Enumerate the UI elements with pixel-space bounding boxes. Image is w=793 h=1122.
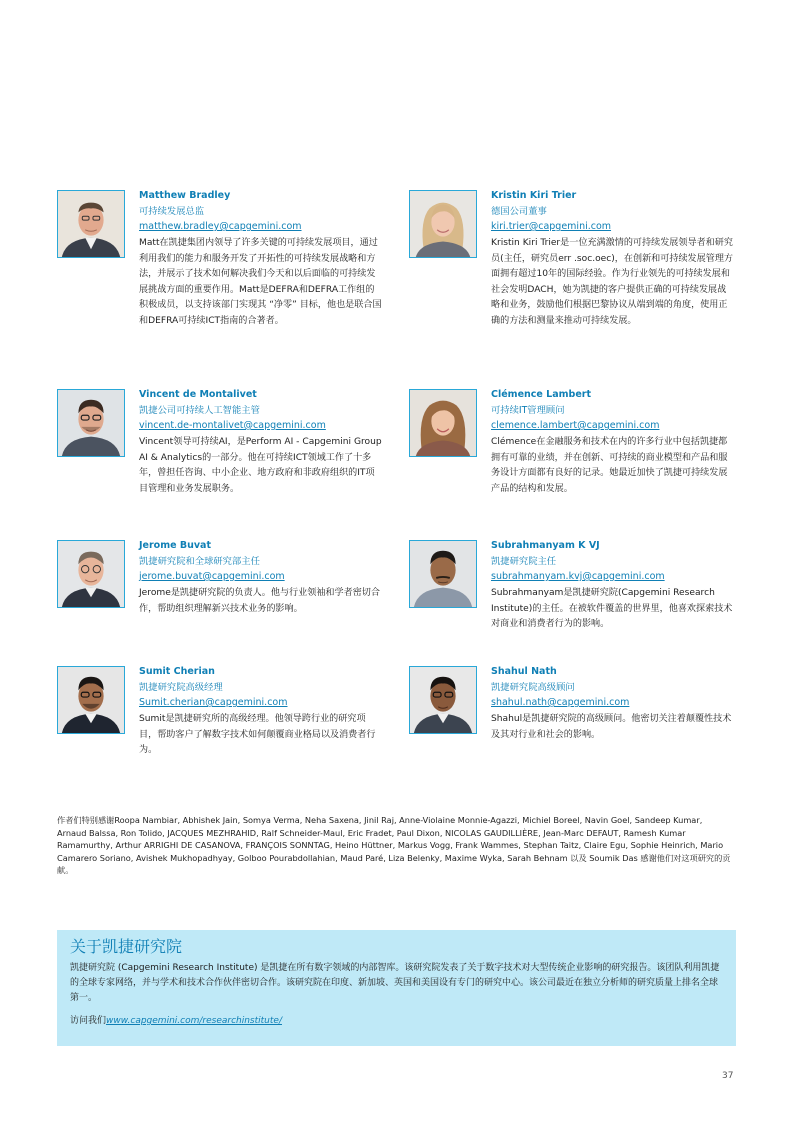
- person-photo-icon: [58, 541, 124, 607]
- person-name: Jerome Buvat: [139, 540, 211, 551]
- person-photo-icon: [410, 191, 476, 257]
- person-role: 可持续IT管理顾问: [491, 405, 565, 416]
- research-institute-link[interactable]: www.capgemini.com/researchinstitute/: [106, 1016, 282, 1026]
- person-email-link[interactable]: jerome.buvat@capgemini.com: [139, 571, 285, 582]
- person-bio: Subrahmanyam是凯捷研究院(Capgemini Research Institute)的主任。在被软件覆盖的世界里，他喜欢探索技术对商业和消费者行为的影响。: [491, 588, 733, 630]
- person-name: Shahul Nath: [491, 666, 557, 677]
- person-name: Sumit Cherian: [139, 666, 215, 677]
- person-email-link[interactable]: subrahmanyam.kvj@capgemini.com: [491, 571, 665, 582]
- acknowledgements-text: 作者们特别感谢Roopa Nambiar, Abhishek Jain, Somya Verma, Neha Saxena, Jinil Raj, Anne-Violaine Monnie-Agazzi, Michiel Boreel, Navin Goel, Sandeep Kumar, Arnaud Balssa, Ron Tolido, JACQUES MEZHRAHID, Ralf Schneider-Maul, Eric Fradet, Paul Dixon, NICOLAS GAUDILLIÈRE, Jean-Marc DEFAUT, Ramesh Kumar Ramamurthy, Arthur ARRIGHI DE CASANOVA, FRANÇOIS SONNTAG, Heino Hüttner, Markus Vogg, Frank Wammes, Stephan Taitz, Claire Egu, Sophie Heinrich, Mario Camarero Soriano, Avishek Mukhopadhyay, Golboo Pourabdollahian, Maud Paré, Liza Belenky, Maxime Wyka, Sarah Behnam 以及 Soumik Das 感谢他们对这项研究的贡献。: [57, 815, 731, 876]
- person-name: Matthew Bradley: [139, 190, 231, 201]
- person-email-link[interactable]: kiri.trier@capgemini.com: [491, 221, 612, 232]
- person-bio: Jerome是凯捷研究院的负责人。他与行业领袖和学者密切合作，帮助组织理解新兴技术业务的影响。: [139, 588, 380, 614]
- person-bio: Clémence在金融服务和技术在内的许多行业中包括凯捷都拥有可靠的业绩，并在创新、可持续的商业模型和产品和服务设计方面都有良好的记录。她最近加快了凯捷可持续发展产品的结构和发展。: [491, 437, 728, 494]
- person-bio: Sumit是凯捷研究所的高级经理。他领导跨行业的研究项目，帮助客户了解数字技术如何颠覆商业格局以及消费者行为。: [139, 714, 376, 756]
- person-role: 凯捷研究院高级经理: [139, 682, 223, 693]
- about-title: 关于凯捷研究院: [70, 937, 183, 956]
- person-photo-icon: [58, 390, 124, 456]
- visit-prefix: 访问我们: [70, 1016, 107, 1026]
- page-number: 37: [722, 1071, 734, 1081]
- person-bio: Matt在凯捷集团内领导了许多关键的可持续发展项目，通过利用我们的能力和服务开发了开拓性的可持续发展战略和方法，并展示了技术如何解决我们今天和以后面临的可持续发展挑战方面的重要作用。Matt是DEFRA和DEFRA工作组的积极成员，以支持该部门实现其 “净零” 目标，他也是联合国和DEFRA可持续ICT指南的合著者。: [139, 238, 382, 326]
- person-role: 德国公司董事: [491, 206, 547, 217]
- profile-photo: [57, 389, 125, 457]
- about-description: 凯捷研究院 (Capgemini Research Institute) 是凯捷在所有数字领域的内部智库。该研究院发表了关于数字技术对大型传统企业影响的研究报告。该团队利用凯捷的全球专家网络，并与学术和技术合作伙伴密切合作。该研究院在印度、新加坡、英国和美国设有专门的研究中心。该公司最近在独立分析师的研究质量上排名全球第一。: [70, 963, 720, 1003]
- profile-photo: [57, 190, 125, 258]
- person-email-link[interactable]: matthew.bradley@capgemini.com: [139, 221, 302, 232]
- person-email-link[interactable]: clemence.lambert@capgemini.com: [491, 420, 660, 431]
- person-photo-icon: [58, 191, 124, 257]
- profile-photo: [409, 389, 477, 457]
- person-photo-icon: [410, 667, 476, 733]
- profile-photo: [57, 540, 125, 608]
- person-email-link[interactable]: shahul.nath@capgemini.com: [491, 697, 630, 708]
- about-research-institute-box: [57, 930, 736, 1046]
- person-name: Vincent de Montalivet: [139, 389, 257, 400]
- person-name: Subrahmanyam K VJ: [491, 540, 600, 551]
- person-role: 凯捷研究院高级顾问: [491, 682, 575, 693]
- person-photo-icon: [410, 390, 476, 456]
- person-role: 凯捷研究院主任: [491, 556, 557, 567]
- person-role: 凯捷公司可持续人工智能主管: [139, 405, 260, 416]
- profile-photo: [409, 540, 477, 608]
- person-bio: Kristin Kiri Trier是一位充满激情的可持续发展领导者和研究员(主任，研究员err .soc.oec)，在创新和可持续发展管理方面拥有超过10年的国际经验。作为行业领先的可持续发展和社会发明DACH，她为凯捷的客户提供正确的可持续发展战略和业务，鼓励他们根据巴黎协议从端到端的角度，使用正确的方法和测量来推动可持续发展。: [491, 238, 734, 326]
- person-role: 可持续发展总监: [139, 206, 205, 217]
- person-bio: Shahul是凯捷研究院的高级顾问。他密切关注着颠覆性技术及其对行业和社会的影响。: [491, 714, 732, 740]
- person-name: Clémence Lambert: [491, 389, 591, 400]
- profile-photo: [409, 666, 477, 734]
- person-email-link[interactable]: vincent.de-montalivet@capgemini.com: [139, 420, 326, 431]
- person-name: Kristin Kiri Trier: [491, 190, 577, 201]
- person-photo-icon: [58, 667, 124, 733]
- person-photo-icon: [410, 541, 476, 607]
- person-role: 凯捷研究院和全球研究部主任: [139, 556, 260, 567]
- about-visit-line: [70, 1014, 723, 1029]
- profile-photo: [409, 190, 477, 258]
- person-bio: Vincent领导可持续AI，是Perform AI - Capgemini Group AI & Analytics的一部分。他在可持续ICT领域工作了十多年，曾担任咨询、中小企业、地方政府和非政府组织的IT项目管理和业务发展职务。: [139, 437, 382, 494]
- person-email-link[interactable]: Sumit.cherian@capgemini.com: [139, 697, 288, 708]
- profile-photo: [57, 666, 125, 734]
